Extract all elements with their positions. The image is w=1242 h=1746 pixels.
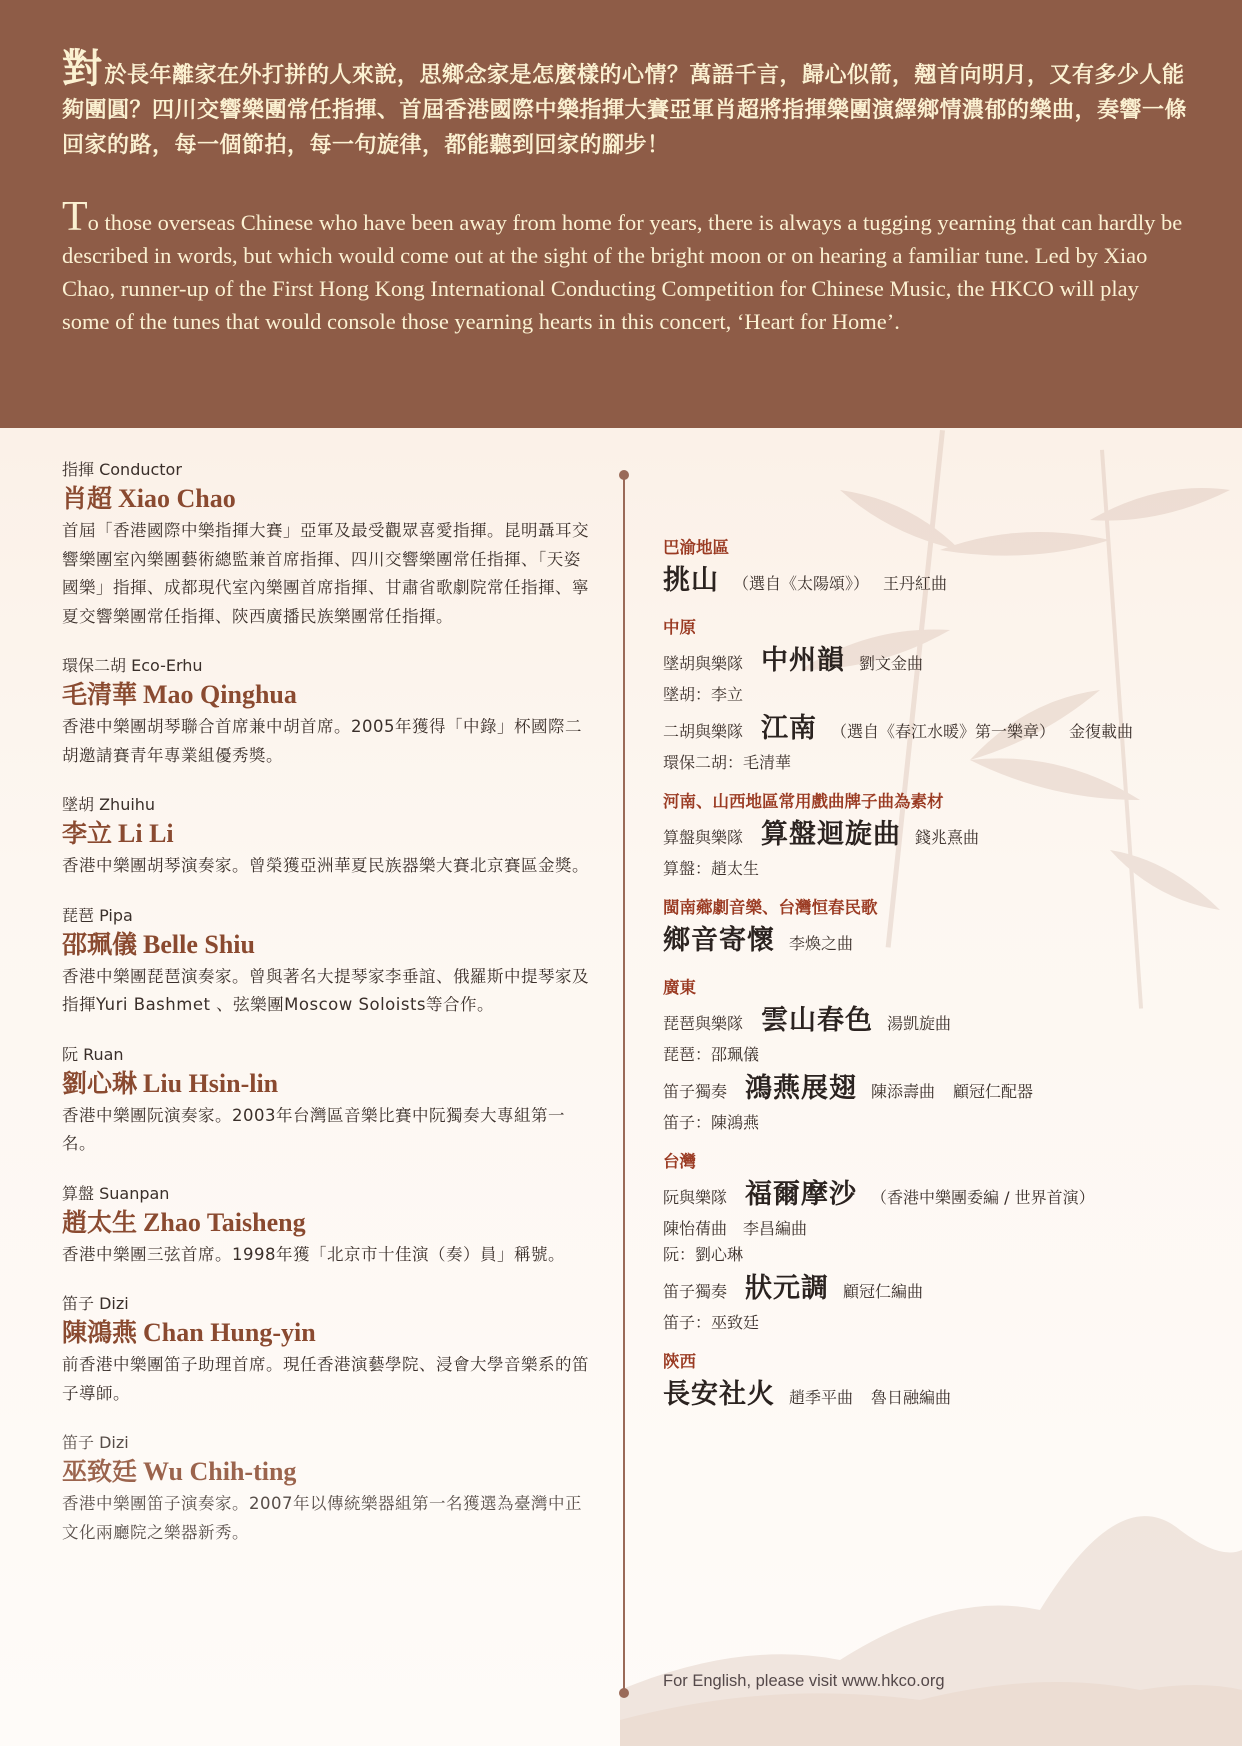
performer-role: 算盤 Suanpan: [62, 1183, 170, 1203]
performer-name-zh: 劉心琳: [62, 1068, 138, 1098]
performer-name: [62, 1454, 592, 1490]
piece-title: 算盤迴旋曲: [761, 819, 902, 850]
program-item: [663, 708, 1223, 750]
piece-title: 挑山: [663, 565, 719, 596]
website-note: For English, please visit www.hkco.org: [663, 1672, 945, 1690]
piece-note: （選自《太陽頌》）: [733, 574, 870, 593]
program-item: [663, 1268, 1223, 1310]
mountain-decoration: [620, 1440, 1242, 1746]
performer-bio: 香港中樂團三弦首席。1998年獲「北京市十佳演（奏）員」稱號。: [62, 1244, 565, 1264]
program-section: [663, 616, 1223, 776]
intro-banner: [0, 0, 1242, 428]
performer-entry: [62, 1433, 592, 1547]
performer-name: [62, 677, 592, 713]
piece-title: 鴻燕展翅: [745, 1073, 858, 1104]
soloist-credit: 墜胡：李立: [663, 685, 744, 704]
dropcap-zh: 對: [62, 45, 103, 92]
performer-bio: 香港中樂團胡琴演奏家。曾榮獲亞洲華夏民族器樂大賽北京賽區金獎。: [62, 856, 589, 875]
soloist-credit: 琵琶：邵珮儀: [663, 1045, 760, 1064]
performer-name-en: Xiao Chao: [118, 484, 236, 513]
performer-bio: 香港中樂團阮演奏家。2003年台灣區音樂比賽中阮獨奏大專組第一名。: [62, 1105, 565, 1153]
performer-entry: [62, 795, 592, 881]
region-heading: 陝西: [663, 1352, 696, 1371]
composer-credit: 劉文金曲: [859, 654, 924, 673]
performer-role: 笛子 Dizi: [62, 1433, 129, 1452]
composer-credit: 金復載曲: [1069, 722, 1134, 741]
performer-name-en: Belle Shiu: [143, 929, 255, 959]
program-section: [663, 536, 1223, 602]
region-heading: 閩南薌劇音樂、台灣恒春民歌: [663, 898, 878, 917]
intro-en-text: o those overseas Chinese who have been away from home for years, there is always a tugging yearning that can hardly be described in words, but which would come out at the sight of the bright moon or on hearing a familiar tune. Led by Xiao Chao, runner-up of the First Hong Kong International Conducting Competition for Chinese Music, the HKCO will play some of the tunes that would console those yearning hearts in this concert, ‘Heart for Home’.: [62, 210, 1183, 334]
soloist-credit: 阮：劉心琳: [663, 1245, 744, 1264]
performer-name-zh: 陳鴻燕: [62, 1318, 138, 1347]
performer-role: 環保二胡 Eco-Erhu: [62, 656, 203, 675]
performer-entry: [62, 1294, 592, 1408]
performer-name-zh: 巫致廷: [62, 1457, 138, 1486]
instrumentation: 琵琶與樂隊: [663, 1014, 744, 1033]
piece-title: 中州韻: [761, 645, 846, 676]
performer-entry: [62, 906, 592, 1020]
program-section: [663, 790, 1223, 882]
intro-chinese: [62, 45, 1192, 163]
piece-note: （香港中樂團委編 / 世界首演）: [871, 1188, 1095, 1207]
performer-bio: 首屆「香港國際中樂指揮大賽」亞軍及最受觀眾喜愛指揮。昆明聶耳交響樂團室內樂團藝術總監兼首席指揮、四川交響樂團常任指揮、「天姿國樂」指揮、成都現代室內樂團首席指揮、甘肅省歌劇院常任指揮、寧夏交響樂團常任指揮、陝西廣播民族樂團常任指揮。: [62, 521, 589, 626]
program-item: [663, 1374, 1223, 1416]
soloist-credit: 笛子：巫致廷: [663, 1313, 760, 1332]
performer-name-zh: 李立: [62, 819, 113, 848]
performer-entry: [62, 1045, 592, 1159]
performer-name-zh: 肖超: [62, 484, 113, 513]
instrumentation: 墜胡與樂隊: [663, 654, 744, 673]
piece-title: 鄉音寄懷: [663, 925, 775, 956]
program-section: [663, 896, 1223, 962]
soloist-credit: 算盤：趙太生: [663, 859, 760, 878]
region-heading: 台灣: [663, 1152, 696, 1171]
program-section: [663, 976, 1223, 1136]
composer-credit: 錢兆熹曲: [915, 828, 980, 847]
program-item: [663, 920, 1223, 962]
piece-title: 長安社火: [663, 1379, 775, 1410]
program-section: [663, 1150, 1223, 1336]
instrumentation: 阮與樂隊: [663, 1188, 728, 1207]
program-section: [663, 1350, 1223, 1416]
composer-credit: 顧冠仁配器: [953, 1082, 1034, 1101]
composer-credit: 陳添壽曲: [871, 1082, 936, 1101]
performer-name-en: Li Li: [118, 819, 174, 848]
piece-note: （選自《春江水暖》第一樂章）: [831, 722, 1056, 741]
instrumentation: 算盤與樂隊: [663, 828, 744, 847]
instrumentation: 二胡與樂隊: [663, 722, 744, 741]
performer-role: 指揮 Conductor: [62, 460, 182, 479]
composer-credit: 湯凱旋曲: [887, 1014, 952, 1033]
region-heading: 巴渝地區: [663, 538, 729, 557]
program-list: [663, 522, 1223, 1416]
soloist-credit: 環保二胡：毛清華: [663, 753, 792, 772]
performer-entry: [62, 656, 592, 770]
performer-role: 阮 Ruan: [62, 1044, 124, 1064]
performer-name-en: Liu Hsin-lin: [143, 1068, 279, 1098]
performer-name-en: Chan Hung-yin: [143, 1318, 316, 1347]
program-item: [663, 814, 1223, 856]
composer-credit: 王丹紅曲: [883, 574, 948, 593]
composer-credit: 李煥之曲: [789, 934, 854, 953]
performer-role: 墜胡 Zhuihu: [62, 795, 156, 814]
program-item: [663, 640, 1223, 682]
performer-name: [62, 1205, 592, 1241]
performer-name: [62, 927, 592, 963]
performer-name-en: Wu Chih-ting: [143, 1457, 297, 1486]
performer-list: [62, 460, 592, 1572]
region-heading: 河南、山西地區常用戲曲牌子曲為素材: [663, 792, 944, 811]
performer-name-zh: 毛清華: [62, 680, 138, 709]
region-heading: 廣東: [663, 978, 696, 997]
performer-entry: [62, 1184, 592, 1270]
performer-role: 笛子 Dizi: [62, 1294, 129, 1313]
program-item: [663, 560, 1223, 602]
program-item: [663, 1000, 1223, 1042]
intro-zh-text: 於長年離家在外打拼的人來說，思鄉念家是怎麼樣的心情？萬語千言，歸心似箭，翹首向明月，又有多少人能夠團圓？四川交響樂團常任指揮、首屆香港國際中樂指揮大賽亞軍肖超將指揮樂團演繹鄉情濃郁的樂曲，奏響一條回家的路，每一個節拍，每一句旋律，都能聽到回家的腳步！: [62, 62, 1188, 158]
performer-name-zh: 趙太生: [62, 1207, 138, 1237]
piece-title: 江南: [761, 713, 818, 744]
performer-bio: 香港中樂團琵琶演奏家。曾與著名大提琴家李垂誼、俄羅斯中提琴家及指揮Yuri Bashmet 、弦樂團Moscow Soloists等合作。: [62, 966, 589, 1014]
performer-entry: [62, 460, 592, 631]
instrumentation: 笛子獨奏: [663, 1082, 728, 1101]
performer-bio: 前香港中樂團笛子助理首席。現任香港演藝學院、浸會大學音樂系的笛子導師。: [62, 1355, 589, 1403]
piece-title: 狀元調: [745, 1273, 830, 1304]
column-divider: [623, 474, 625, 1694]
divider-dot-top: [619, 470, 629, 480]
performer-bio: 香港中樂團笛子演奏家。2007年以傳統樂器組第一名獲選為臺灣中正文化兩廳院之樂器新秀。: [62, 1494, 582, 1542]
composer-credit: 顧冠仁編曲: [843, 1282, 924, 1301]
divider-dot-bottom: [619, 1688, 629, 1698]
performer-bio: 香港中樂團胡琴聯合首席兼中胡首席。2005年獲得「中錄」杯國際二胡邀請賽青年專業組優秀獎。: [62, 717, 582, 765]
performer-role: 琵琶 Pipa: [62, 905, 133, 925]
performer-name-en: Zhao Taisheng: [143, 1207, 306, 1237]
region-heading: 中原: [663, 618, 696, 637]
composer-credit: 魯日融編曲: [871, 1388, 952, 1407]
performer-name: [62, 481, 592, 517]
performer-name: [62, 1066, 592, 1102]
dropcap-en: T: [62, 194, 88, 240]
soloist-credit: 笛子：陳鴻燕: [663, 1113, 760, 1132]
program-item: [663, 1068, 1223, 1110]
instrumentation: 笛子獨奏: [663, 1282, 728, 1301]
composer-credit: 趙季平曲: [789, 1388, 854, 1407]
program-item: [663, 1174, 1223, 1216]
intro-english: [62, 194, 1192, 338]
piece-title: 福爾摩沙: [745, 1179, 858, 1210]
performer-name: [62, 1315, 592, 1351]
composer-credit-line: 陳怡蒨曲 李昌編曲: [663, 1219, 808, 1238]
performer-name-en: Mao Qinghua: [143, 680, 297, 709]
performer-name: [62, 816, 592, 852]
performer-name-zh: 邵珮儀: [62, 929, 138, 959]
piece-title: 雲山春色: [761, 1005, 874, 1036]
